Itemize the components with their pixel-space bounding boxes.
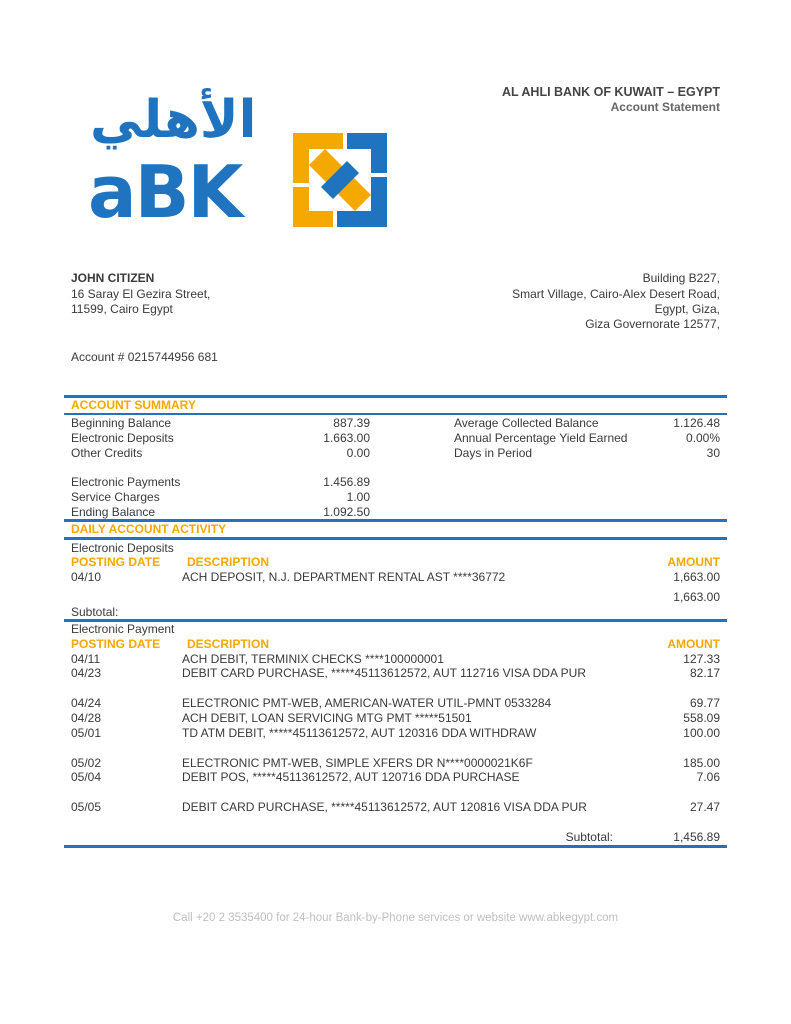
logo-mark-icon [285, 125, 395, 235]
transaction-amount: 27.47 [689, 800, 720, 814]
summary-label: Annual Percentage Yield Earned [454, 431, 628, 445]
transaction-amount: 558.09 [683, 711, 720, 725]
customer-name: JOHN CITIZEN [71, 271, 155, 285]
summary-value: 1.456.89 [323, 475, 370, 489]
logo-arabic-text: الأهلي [90, 90, 257, 150]
transaction-amount: 100.00 [683, 726, 720, 740]
activity-heading: DAILY ACCOUNT ACTIVITY [71, 522, 227, 536]
transaction-date: 04/28 [71, 711, 102, 725]
activity-bottom-rule [64, 845, 727, 848]
summary-heading: ACCOUNT SUMMARY [71, 398, 196, 412]
transaction-description: ACH DEBIT, LOAN SERVICING MTG PMT *****51501 [182, 711, 472, 725]
customer-address-line2: 11599, Cairo Egypt [71, 302, 173, 316]
summary-label: Days in Period [454, 446, 533, 460]
summary-heading-rule [64, 413, 727, 415]
bank-address-line1: Building B227, [642, 271, 720, 285]
col-description: DESCRIPTION [187, 555, 270, 569]
customer-address-line1: 16 Saray El Gezira Street, [71, 287, 211, 301]
summary-value: 1.00 [346, 490, 370, 504]
transaction-amount: 1,663.00 [673, 570, 720, 584]
transaction-description: ACH DEPOSIT, N.J. DEPARTMENT RENTAL AST ****36772 [182, 570, 506, 584]
summary-label: Service Charges [71, 490, 160, 504]
bank-address-line2: Smart Village, Cairo-Alex Desert Road, [512, 287, 720, 301]
transaction-amount: 7.06 [696, 770, 720, 784]
summary-value: 30 [706, 446, 720, 460]
document-title: Account Statement [610, 100, 720, 114]
transaction-description: ELECTRONIC PMT-WEB, AMERICAN-WATER UTIL-PMNT 0533284 [182, 696, 552, 710]
summary-value: 1.663.00 [323, 431, 370, 445]
bank-address-line3: Egypt, Giza, [654, 302, 720, 316]
transaction-date: 04/10 [71, 570, 102, 584]
transaction-description: DEBIT CARD PURCHASE, *****45113612572, AUT 120816 VISA DDA PUR [182, 800, 587, 814]
summary-label: Ending Balance [71, 505, 156, 519]
transaction-date: 04/24 [71, 696, 102, 710]
col-posting-date: POSTING DATE [71, 637, 161, 651]
deposits-subtotal-value: 1,663.00 [673, 590, 720, 604]
logo-latin-text: aBK [88, 150, 242, 234]
summary-value: 1.126.48 [673, 416, 720, 430]
payments-subtotal-label: Subtotal: [565, 830, 613, 844]
deposits-section-title: Electronic Deposits [71, 541, 174, 555]
transaction-date: 04/11 [71, 652, 101, 666]
bank-address-line4: Giza Governorate 12577, [585, 317, 720, 331]
col-description: DESCRIPTION [187, 637, 270, 651]
col-amount: AMOUNT [667, 637, 720, 651]
transaction-date: 05/01 [71, 726, 102, 740]
transaction-date: 05/05 [71, 800, 102, 814]
summary-value: 887.39 [333, 416, 370, 430]
col-posting-date: POSTING DATE [71, 555, 161, 569]
bank-name: AL AHLI BANK OF KUWAIT – EGYPT [501, 85, 720, 99]
deposits-subtotal-label: Subtotal: [71, 605, 119, 619]
summary-label: Average Collected Balance [454, 416, 599, 430]
activity-heading-rule [64, 537, 727, 540]
footer-contact: Call +20 2 3535400 for 24-hour Bank-by-Phone services or website www.abkegypt.com [172, 912, 619, 924]
transaction-amount: 82.17 [689, 666, 720, 680]
transaction-amount: 69.77 [689, 696, 720, 710]
col-amount: AMOUNT [667, 555, 720, 569]
summary-value: 1.092.50 [323, 505, 370, 519]
summary-value: 0.00 [346, 446, 370, 460]
payments-section-title: Electronic Payment [71, 622, 175, 636]
transaction-date: 05/02 [71, 756, 102, 770]
transaction-description: DEBIT POS, *****45113612572, AUT 120716 DDA PURCHASE [182, 770, 520, 784]
transaction-amount: 127.33 [683, 652, 720, 666]
transaction-description: TD ATM DEBIT, *****45113612572, AUT 120316 DDA WITHDRAW [182, 726, 537, 740]
summary-label: Other Credits [71, 446, 143, 460]
summary-label: Electronic Payments [71, 475, 181, 489]
summary-label: Electronic Deposits [71, 431, 174, 445]
payments-subtotal-value: 1,456.89 [673, 830, 720, 844]
summary-value: 0.00% [685, 431, 720, 445]
transaction-description: ELECTRONIC PMT-WEB, SIMPLE XFERS DR N****0000021K6F [182, 756, 533, 770]
transaction-description: DEBIT CARD PURCHASE, *****45113612572, AUT 112716 VISA DDA PUR [182, 666, 586, 680]
transaction-date: 04/23 [71, 666, 102, 680]
summary-label: Beginning Balance [71, 416, 172, 430]
abk-logo [85, 85, 395, 240]
transaction-amount: 185.00 [683, 756, 720, 770]
account-number: Account # 0215744956 681 [71, 350, 218, 364]
transaction-description: ACH DEBIT, TERMINIX CHECKS ****100000001 [182, 652, 444, 666]
transaction-date: 05/04 [71, 770, 102, 784]
